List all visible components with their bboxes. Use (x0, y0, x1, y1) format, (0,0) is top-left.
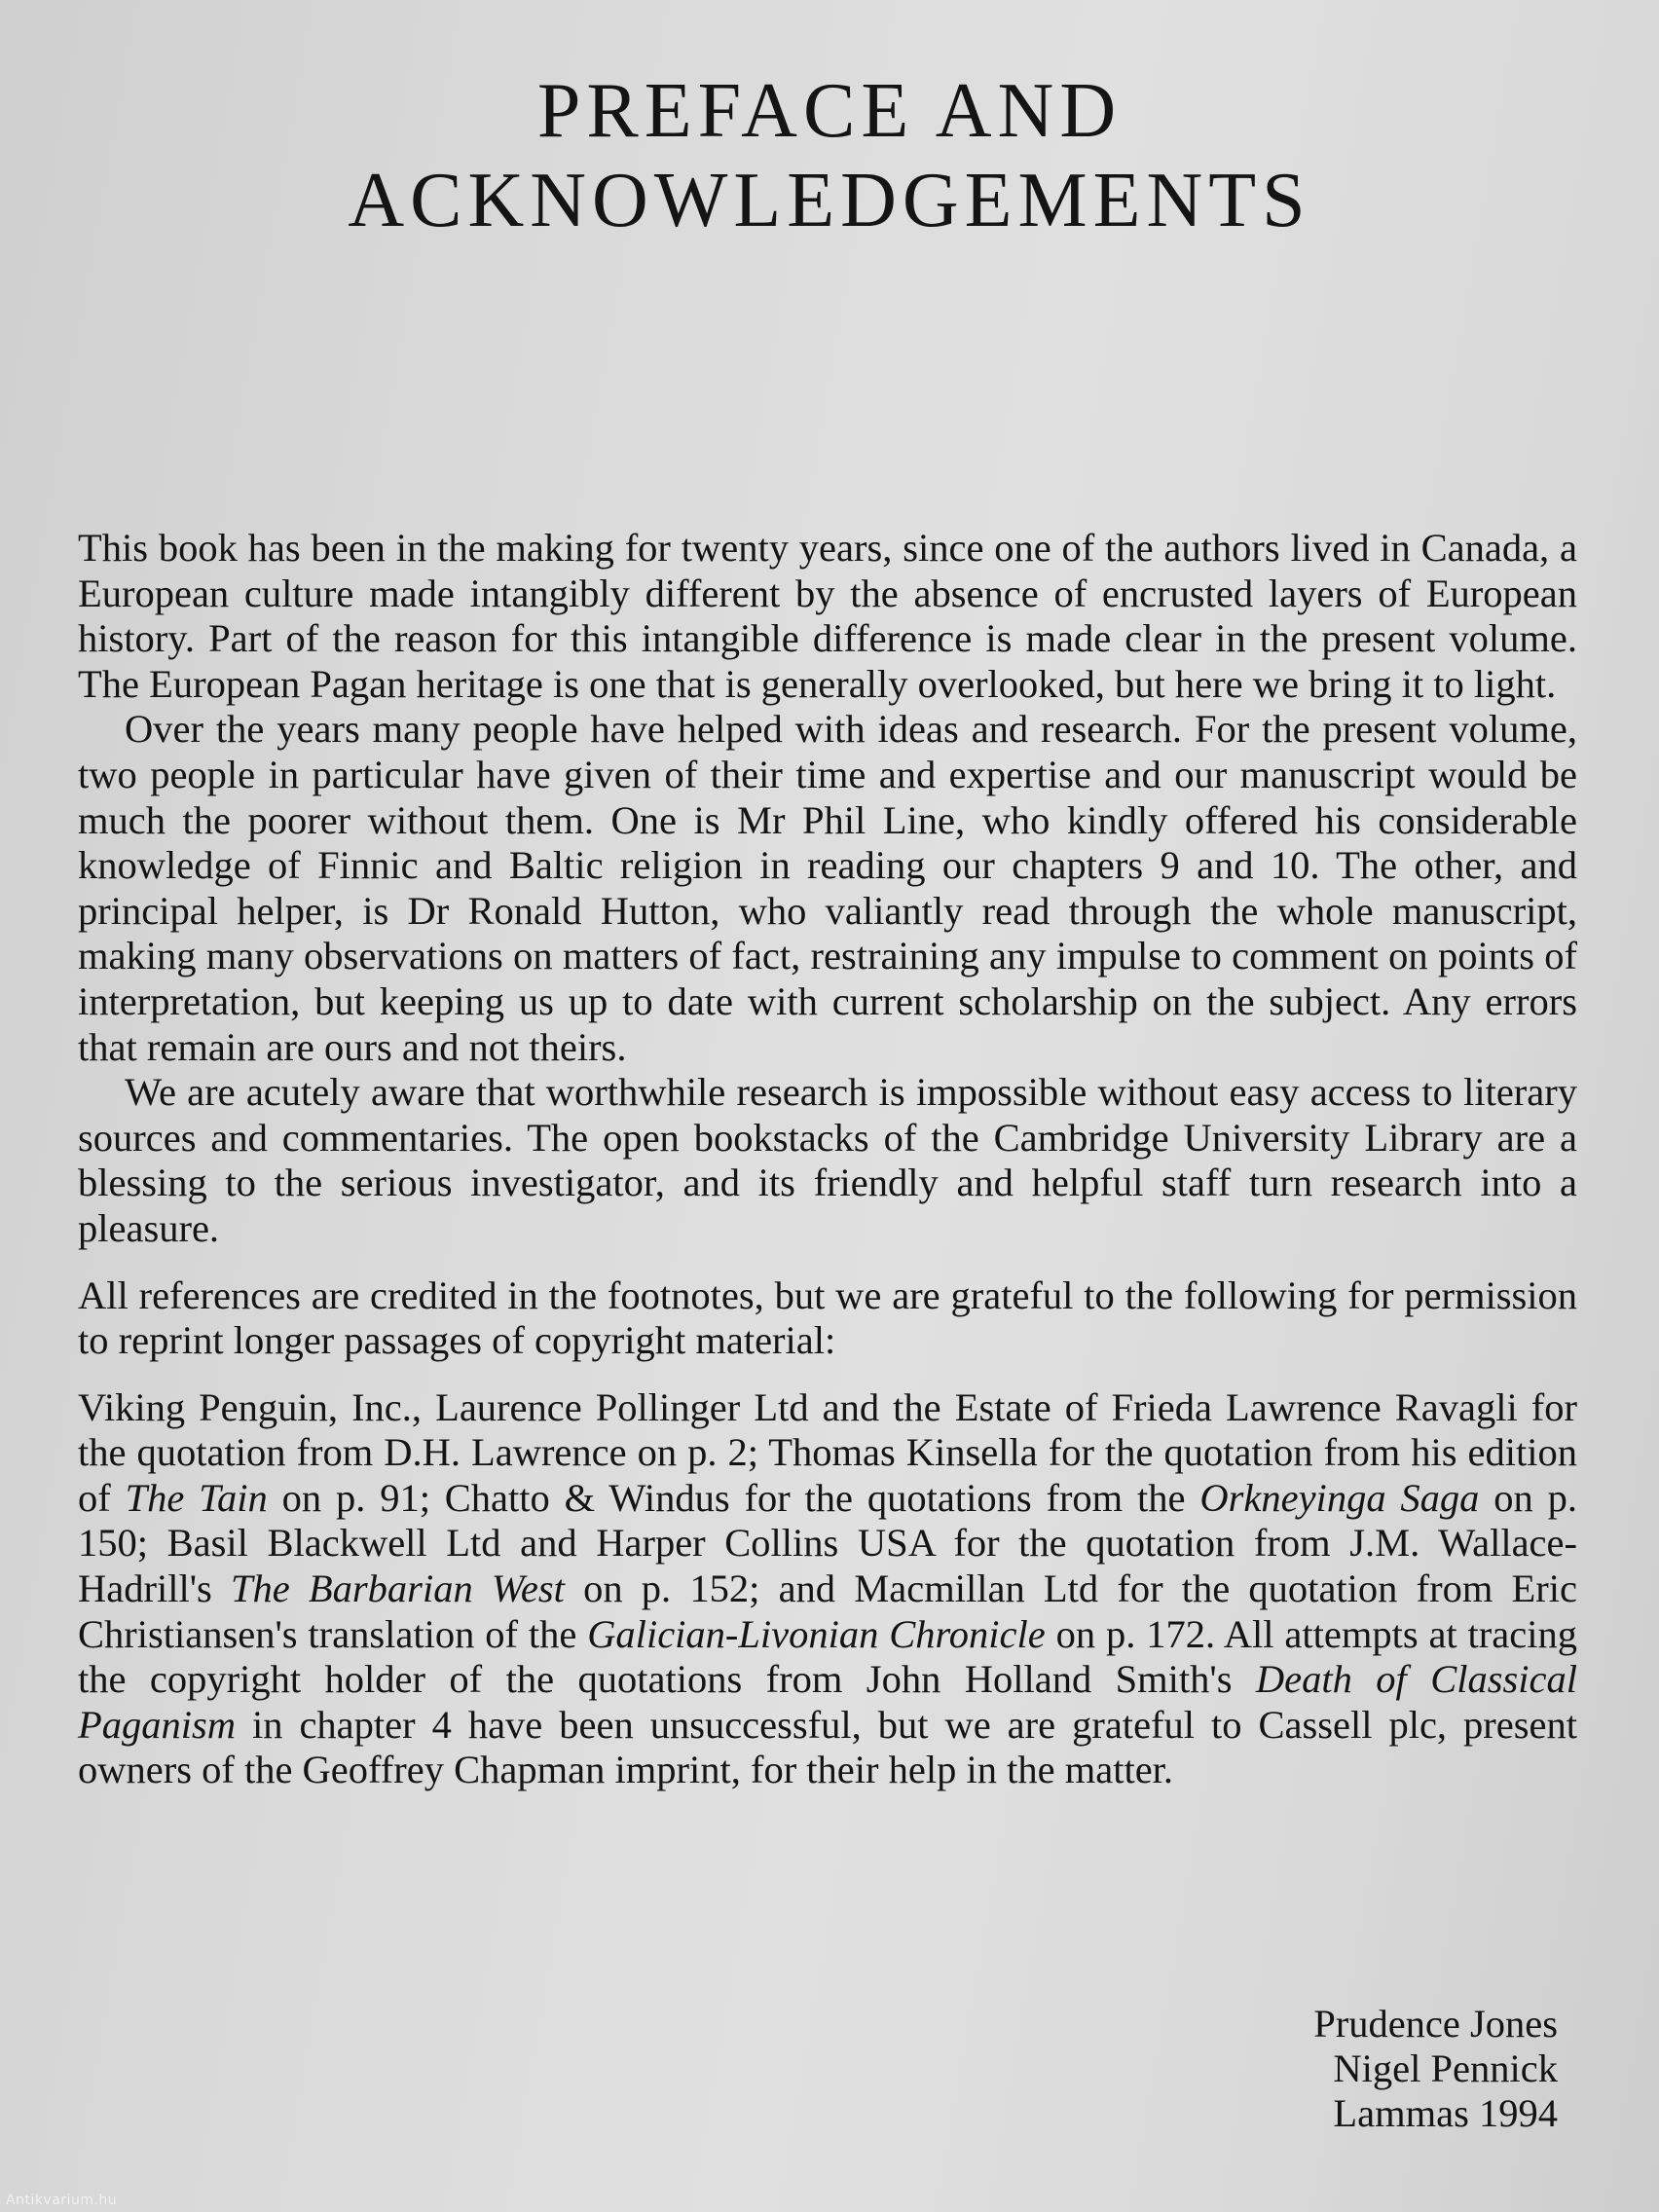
paragraph-5-permissions (78, 1385, 1577, 1793)
signature-date: Lammas 1994 (1333, 2091, 1558, 2135)
title-death-of-classical-paganism: Death of Classical Paganism (78, 1657, 1577, 1747)
preface-body (78, 526, 1577, 1793)
permissions-text-4: on p. 152; and Macmillan Ltd for the quotation from Eric Christiansen's translation of the (78, 1567, 1577, 1656)
title-line-1: PREFACE AND (536, 68, 1123, 154)
paragraph-2: Over the years many people have helped with ideas and research. For the present volume, two people in particular have given of their time and expertise and our manuscript would be much the poorer without them. One is Mr Phil Line, who kindly offered his considerable knowledge of Finnic and Baltic religion in reading our chapters 9 and 10. The other, and principal helper, is Dr Ronald Hutton, who valiantly read through the whole manuscript, making many observations on matters of fact, restraining any impulse to comment on points of interpretation, but keeping us up to date with current scholarship on the subject. Any errors that remain are ours and not theirs. (78, 707, 1577, 1069)
title-galician-livonian-chronicle: Galician-Livonian Chronicle (587, 1611, 1046, 1656)
title-barbarian-west: The Barbarian West (230, 1567, 565, 1611)
paragraph-1: This book has been in the making for twenty years, since one of the authors lived in Canada, a European culture made intangibly different by the absence of encrusted layers of European history. Part of the reason for this intangible difference is made clear in the present volume. The European Pagan heritage is one that is generally overlooked, but here we bring it to light. (78, 526, 1577, 706)
signature-block (1313, 2002, 1558, 2136)
author-name-2: Nigel Pennick (1333, 2046, 1558, 2090)
permissions-text-5: on p. 172. All attempts at tracing the copyright holder of the quotations from John Holland Smith's (78, 1611, 1577, 1702)
title-orkneyinga-saga: Orkneyinga Saga (1199, 1475, 1480, 1520)
permissions-text-3: on p. 150; Basil Blackwell Ltd and Harper Collins USA for the quotation from J.M. Wallace-Hadrill's (78, 1475, 1577, 1611)
permissions-text-1: Viking Penguin, Inc., Laurence Pollinger Ltd and the Estate of Frieda Lawrence Ravagli for the quotation from D.H. Lawrence on p. 2; Thomas Kinsella for the quotation from his edition of (78, 1384, 1577, 1520)
permissions-text-2: on p. 91; Chatto & Windus for the quotations from the (267, 1475, 1200, 1520)
paragraph-3: We are acutely aware that worthwhile research is impossible without easy access to literary sources and commentaries. The open bookstacks of the Cambridge University Library are a blessing to the serious investigator, and its friendly and helpful staff turn research into a pleasure. (78, 1070, 1577, 1250)
title-the-tain: The Tain (125, 1475, 268, 1520)
paragraph-4: All references are credited in the footnotes, but we are grateful to the following for permission to reprint longer passages of copyright material: (78, 1272, 1577, 1363)
page-title (0, 66, 1659, 245)
title-line-2: ACKNOWLEDGEMENTS (348, 158, 1311, 243)
permissions-text-6: in chapter 4 have been unsuccessful, but we are grateful to Cassell plc, present owners of the Geoffrey Chapman imprint, for their help in the matter. (78, 1702, 1577, 1792)
author-name-1: Prudence Jones (1313, 2002, 1558, 2046)
watermark: Antikvarium.hu (6, 2193, 118, 2208)
